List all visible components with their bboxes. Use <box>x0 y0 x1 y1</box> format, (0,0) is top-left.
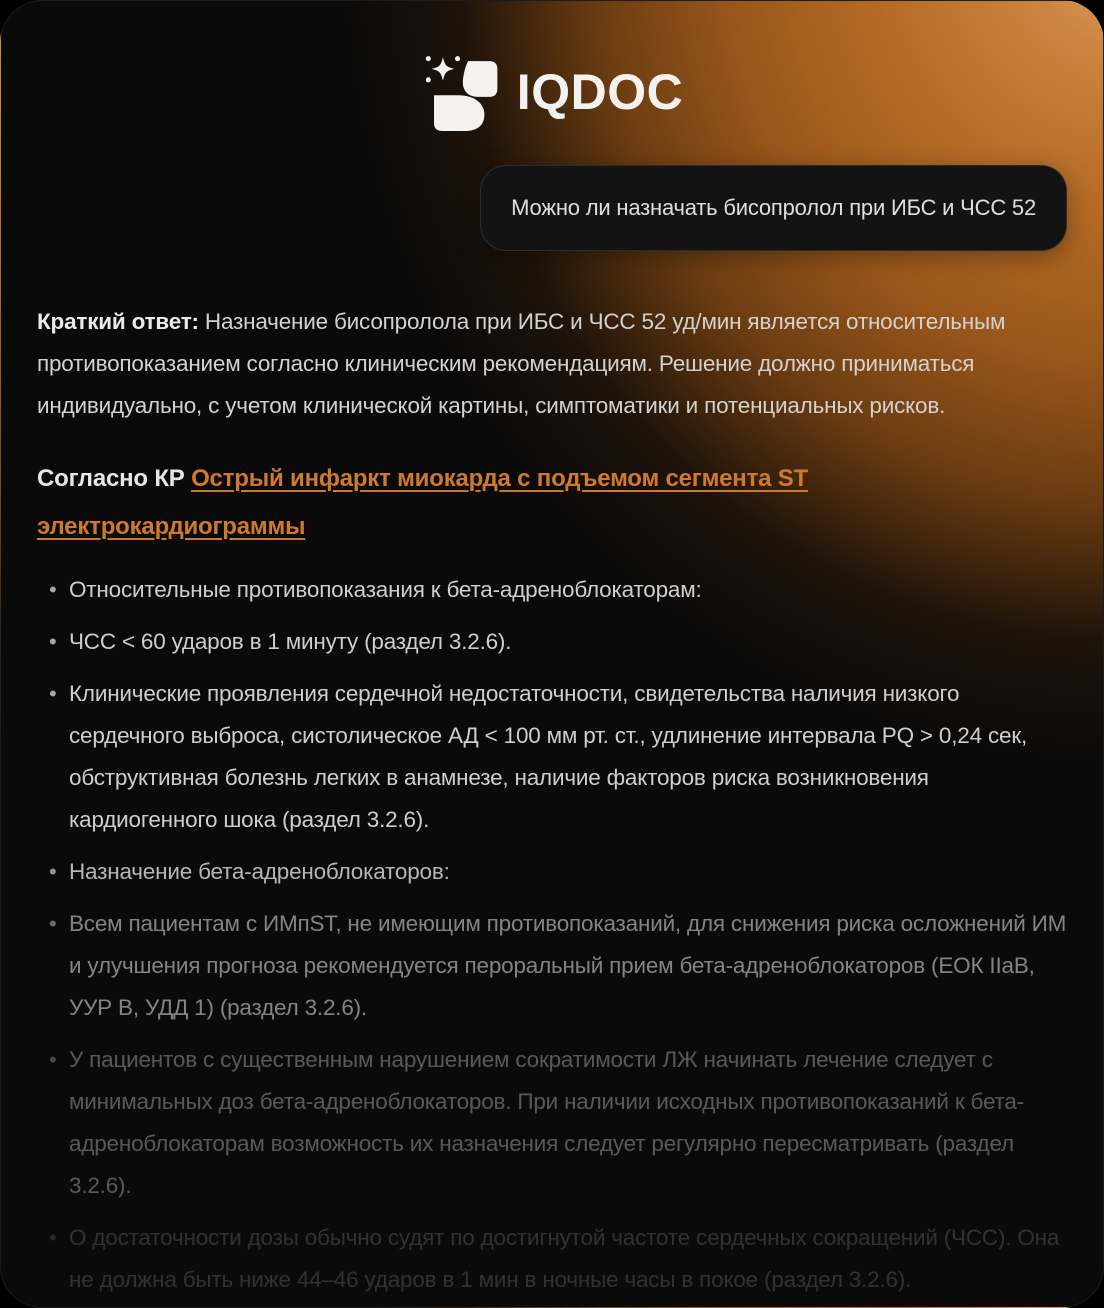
list-item: • Клинические проявления сердечной недостаточности, свидетельства наличия низкого сердечного выброса, систолическое АД < 100 мм рт. ст., удлинение интервала PQ > 0,24 сек, обструктивная болезнь легких в анамнезе, наличие факторов риска возникновения кардиогенного шока (раздел 3.2.6). <box>69 673 1067 841</box>
iqdoc-logo-icon <box>421 53 499 131</box>
brand-name: IQDOC <box>516 64 684 120</box>
short-answer-label: Краткий ответ: <box>37 308 199 334</box>
list-item: • О достаточности дозы обычно судят по достигнутой частоте сердечных сокращений (ЧСС). Она не должна быть ниже 44–46 ударов в 1 мин в ночные часы в покое (раздел 3.2.6). <box>69 1217 1067 1301</box>
short-answer-paragraph <box>37 301 1067 427</box>
short-answer-text: Назначение бисопролола при ИБС и ЧСС 52 уд/мин является относительным противопоказанием согласно клиническим рекомендациям. Решение должно приниматься индивидуально, с учетом клинической картины, симптоматики и потенциальных рисков. <box>37 308 1006 418</box>
user-message-row <box>1 165 1103 251</box>
answer-bullets <box>37 569 1067 1301</box>
user-message-text: Можно ли назначать бисопролол при ИБС и ЧСС 52 <box>511 195 1036 220</box>
brand-logo[interactable] <box>1 53 1103 131</box>
list-item: • Всем пациентам с ИМпST, не имеющим противопоказаний, для снижения риска осложнений ИМ и улучшения прогноза рекомендуется пероральный прием бета-адреноблокаторов (ЕОК IIaB, УУР В, УДД 1) (раздел 3.2.6). <box>69 903 1067 1029</box>
list-item: • Относительные противопоказания к бета-адреноблокаторам: <box>69 569 1067 611</box>
sparkle-icon <box>431 57 454 81</box>
list-item: • Назначение бета-адреноблокаторов: <box>69 851 1067 893</box>
guideline-heading <box>37 455 1067 551</box>
guideline-link[interactable]: Острый инфаркт миокарда с подъемом сегмента ST электрокардиограммы <box>37 464 809 540</box>
guideline-prefix: Согласно КР <box>37 464 192 492</box>
user-message-bubble <box>480 165 1067 251</box>
list-item: • У пациентов с существенным нарушением сократимости ЛЖ начинать лечение следует с минимальных доз бета-адреноблокаторов. При наличии исходных противопоказаний к бета-адреноблокаторам возможность их назначения следует регулярно пересматривать (раздел 3.2.6). <box>69 1039 1067 1207</box>
list-item: • ЧСС < 60 ударов в 1 минуту (раздел 3.2.6). <box>69 621 1067 663</box>
assistant-answer <box>1 301 1103 1301</box>
